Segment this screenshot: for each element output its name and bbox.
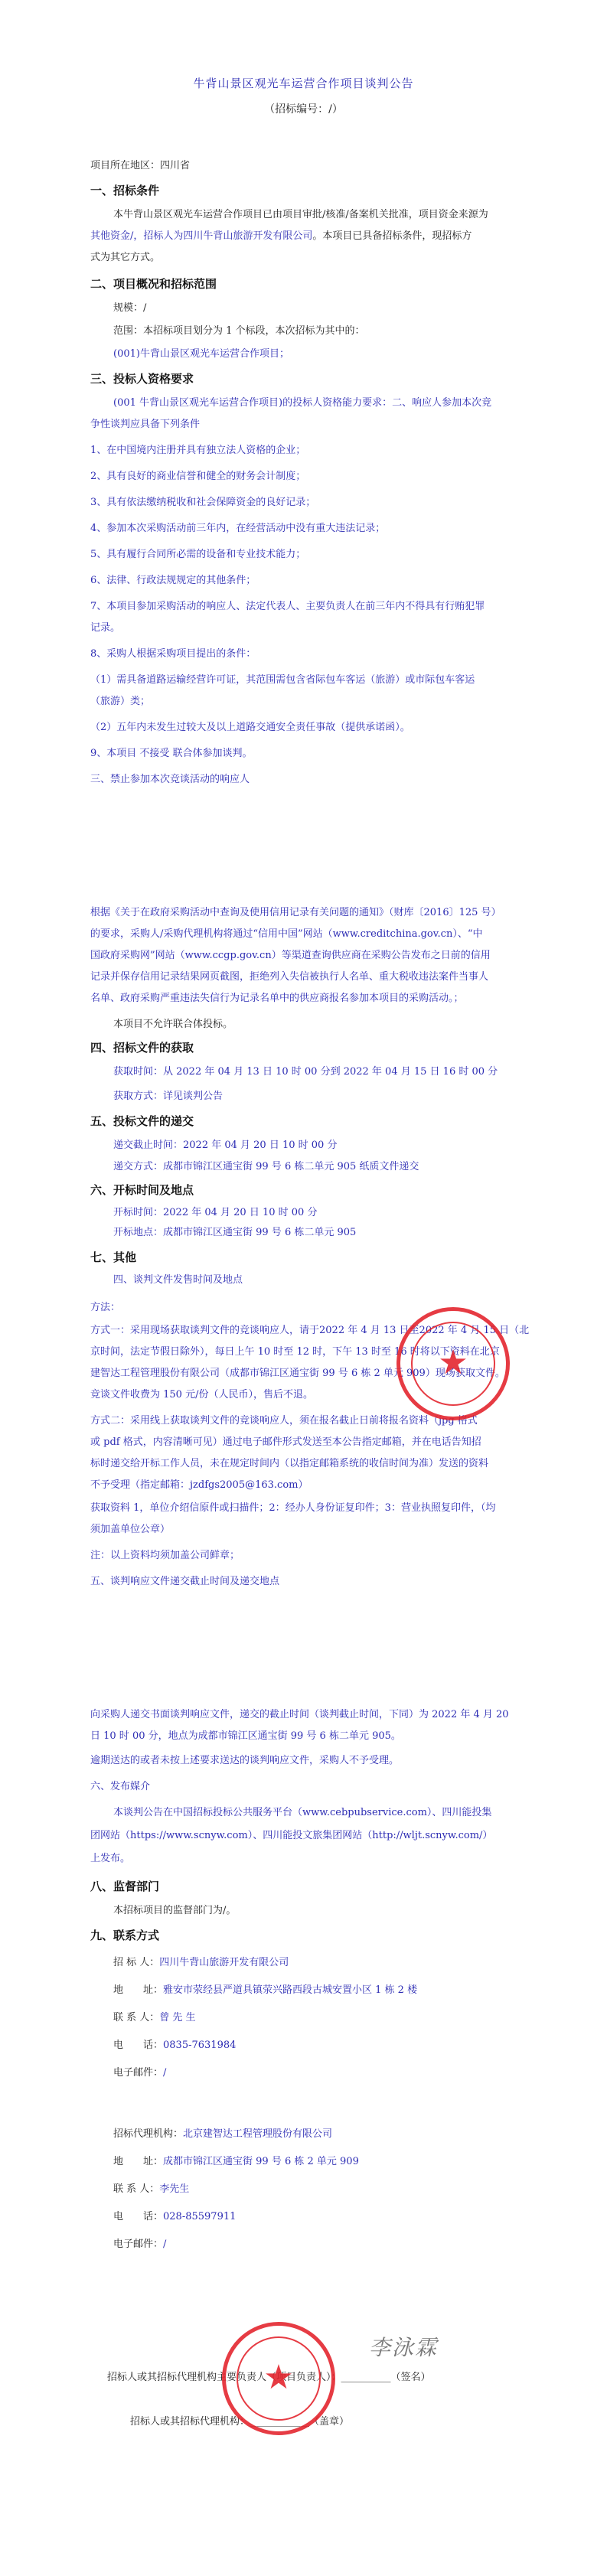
handwritten-signature: 李泳霖 — [369, 2335, 439, 2360]
agent-address-value: 成都市锦江区通宝街 99 号 6 栋 2 单元 909 — [163, 2156, 359, 2167]
address-value: 雅安市荥经县严道具镇荥兴路西段古城安置小区 1 栋 2 楼 — [163, 1984, 418, 1996]
section-9-heading: 九、联系方式 — [90, 1929, 160, 1942]
prohibited-heading: 三、禁止参加本次竞谈活动的响应人 — [90, 774, 250, 785]
qualification-item: 3、具有依法缴纳税收和社会保障资金的良好记录； — [90, 497, 316, 508]
media-line1: 本谈判公告在中国招标投标公共服务平台（www.cebpubservice.com）、四川能投集 — [113, 1807, 492, 1818]
supervision-text: 本招标项目的监督部门为/。 — [113, 1905, 237, 1916]
tenderer-name: 四川牛背山旅游开发有限公司 — [183, 230, 313, 242]
tenderer-phone-row — [113, 2039, 236, 2053]
documents-line2: 须加盖单位公章） — [90, 1524, 171, 1535]
project-range: 范围：本招标项目划分为 1 个标段，本次招标为其中的： — [113, 325, 365, 337]
agent-row — [113, 2128, 332, 2141]
section-3-heading: 三、投标人资格要求 — [90, 372, 194, 386]
method-1-line4: 竞谈文件收费为 150 元/份（人民币），售后不退。 — [90, 1389, 313, 1400]
tenderer-row — [113, 1956, 289, 1970]
qualification-item-9: 9、本项目 不接受 联合体参加谈判。 — [90, 748, 253, 759]
tenderer-label: 招 标 人： — [113, 1957, 160, 1968]
submission-deadline: 递交截止时间：2022 年 04 月 20 日 10 时 00 分 — [113, 1140, 338, 1151]
fund-source: 其他资金/，招标人为 — [90, 230, 184, 242]
method-1-line2: 京时间，法定节假日除外），每日上午 10 时至 12 时，下午 13 时至 16 时将以下资料在北京 — [90, 1346, 500, 1358]
consortium-note: 本项目不允许联合体投标。 — [113, 1019, 233, 1030]
signature-line-2: 招标人或其招标代理机构：____________（盖章） — [130, 2416, 350, 2428]
agent-email-label: 电子邮件： — [113, 2239, 164, 2250]
qualification-item-7-line2: 记录。 — [90, 622, 121, 634]
page-title: 牛背山景区观光车运营合作项目谈判公告 — [193, 77, 414, 90]
section-6-heading: 六、开标时间及地点 — [90, 1183, 194, 1197]
signature-line-1: 招标人或其招标代理机构主要负责人（项目负责人）：__________（签名） — [107, 2372, 431, 2383]
section-1-line2-tail: 。本项目已具备招标条件，现招标方 — [312, 230, 472, 242]
qualification-intro-1: (001 牛背山景区观光车运营合作项目)的投标人资格能力要求：二、响应人参加本次竞 — [113, 397, 492, 409]
opening-place: 开标地点：成都市锦江区通宝街 99 号 6 栋二单元 905 — [113, 1227, 357, 1238]
tender-number: （招标编号：/） — [264, 103, 343, 116]
deadline-heading: 五、谈判响应文件递交截止时间及递交地点 — [90, 1576, 280, 1587]
qualification-item: 4、参加本次采购活动前三年内，在经营活动中没有重大违法记录； — [90, 523, 386, 534]
company-seal-stamp — [397, 1307, 510, 1420]
media-line2: 团网站（https://www.scnyw.com）、四川能投文旅集团网站（http://wljt.scnyw.com/） — [90, 1830, 493, 1841]
agent-address-row — [113, 2155, 359, 2169]
qualification-item: 1、在中国境内注册并具有独立法人资格的企业； — [90, 445, 306, 456]
phone-label: 电 话： — [113, 2040, 164, 2051]
agent-email-row — [113, 2238, 166, 2252]
qualification-item-8-2: （2）五年内未发生过较大及以上道路交通安全责任事故（提供承诺函）。 — [90, 722, 410, 733]
agent-contact-row — [113, 2183, 189, 2196]
contact-label: 联 系 人： — [113, 2012, 160, 2023]
agent-phone-value: 028-85597911 — [163, 2211, 237, 2222]
qualification-item-8: 8、采购人根据采购项目提出的条件： — [90, 648, 256, 660]
section-1-heading: 一、招标条件 — [90, 184, 160, 197]
agent-contact-label: 联 系 人： — [113, 2183, 160, 2195]
tenderer-value: 四川牛背山旅游开发有限公司 — [159, 1957, 289, 1968]
qualification-item-7-line1: 7、本项目参加采购活动的响应人、法定代表人、主要负责人在前三年内不得具有行贿犯罪 — [90, 601, 485, 612]
credit-line-4: 记录并保存信用记录结果网页截图，拒绝列入失信被执行人名单、重大税收违法案件当事人 — [90, 971, 489, 983]
project-lot: (001)牛背山景区观光车运营合作项目； — [113, 348, 289, 360]
company-seal-stamp — [222, 2322, 335, 2435]
section-2-heading: 二、项目概况和招标范围 — [90, 277, 217, 291]
agent-contact-value: 李先生 — [159, 2183, 190, 2195]
media-line3: 上发布。 — [90, 1853, 131, 1864]
seal-note: 注：以上资料均须加盖公司鲜章； — [90, 1550, 240, 1561]
submission-place: 递交方式：成都市锦江区通宝街 99 号 6 栋二单元 905 纸质文件递交 — [113, 1161, 419, 1172]
submit-line3: 逾期送达的或者未按上述要求送达的谈判响应文件，采购人不予受理。 — [90, 1755, 400, 1766]
submit-line1: 向采购人递交书面谈判响应文件，递交的截止时间（谈判截止时间，下同）为 2022 年 4 月 20 — [90, 1709, 509, 1720]
credit-line-3: 国政府采购网”网站（www.ccgp.gov.cn）等渠道查询供应商在采购公告发布之日前的信用 — [90, 950, 491, 961]
section-1-line2 — [90, 230, 472, 243]
documents-line1: 获取资料 1，单位介绍信原件或扫描件；2：经办人身份证复印件；3：营业执照复印件，（均 — [90, 1502, 496, 1514]
email-value: / — [163, 2067, 167, 2079]
credit-line-5: 名单、政府采购严重违法失信行为记录名单中的供应商报名参加本项目的采购活动。； — [90, 993, 464, 1004]
media-heading: 六、发布媒介 — [90, 1781, 151, 1792]
seal-star-icon: ★ — [263, 2358, 294, 2397]
tenderer-address-row — [113, 1984, 417, 1997]
method-2-line1: 方式二：采用线上获取谈判文件的竞谈响应人，须在报名截止日前将报名资料（jpg 格式 — [90, 1415, 478, 1427]
qualification-item: 2、具有良好的商业信誉和健全的财务会计制度； — [90, 471, 306, 482]
tenderer-contact-row — [113, 2011, 196, 2025]
submit-line2: 日 10 时 00 分，地点为成都市锦江区通宝街 99 号 6 栋二单元 905。 — [90, 1730, 401, 1742]
method-2-line3: 标时递交给开标工作人员，未在规定时间内（以指定邮箱系统的收信时间为准）发送的资料 — [90, 1458, 489, 1469]
qualification-item-8-1-line1: （1）需具备道路运输经营许可证，其范围需包含省际包车客运（旅游）或市际包车客运 — [90, 674, 475, 686]
agent-phone-label: 电 话： — [113, 2211, 164, 2222]
project-scale: 规模：/ — [113, 302, 147, 314]
section-1-line3: 式为其它方式。 — [90, 252, 161, 263]
section-4-heading: 四、招标文件的获取 — [90, 1041, 194, 1055]
qualification-item-8-1-line2: （旅游）类； — [90, 696, 151, 707]
opening-time: 开标时间：2022 年 04 月 20 日 10 时 00 分 — [113, 1207, 318, 1218]
agent-email-value: / — [163, 2239, 167, 2250]
section-5-heading: 五、投标文件的递交 — [90, 1114, 194, 1128]
qualification-intro-2: 争性谈判应具备下列条件 — [90, 419, 201, 430]
email-label: 电子邮件： — [113, 2067, 164, 2079]
address-label: 地 址： — [113, 1984, 164, 1996]
sale-heading: 四、谈判文件发售时间及地点 — [113, 1274, 243, 1286]
agent-address-label: 地 址： — [113, 2156, 164, 2167]
section-1-line1: 本牛背山景区观光车运营合作项目已由项目审批/核准/备案机关批准，项目资金来源为 — [113, 209, 488, 220]
qualification-item: 6、法律、行政法规规定的其他条件； — [90, 575, 256, 586]
acquire-method: 获取方式：详见谈判公告 — [113, 1091, 224, 1102]
method-label: 方法： — [90, 1302, 121, 1313]
method-2-line4: 不予受理（指定邮箱：jzdfgs2005@163.com） — [90, 1479, 308, 1491]
agent-value: 北京建智达工程管理股份有限公司 — [183, 2128, 333, 2140]
contact-value: 曾 先 生 — [159, 2012, 196, 2023]
tenderer-email-row — [113, 2066, 166, 2080]
credit-line-1: 根据《关于在政府采购活动中查询及使用信用记录有关问题的通知》（财库〔2016〕125 号） — [90, 907, 501, 918]
agent-phone-row — [113, 2210, 236, 2224]
method-1-line3: 建智达工程管理股份有限公司（成都市锦江区通宝街 99 号 6 栋 2 单元 909）现场获取文件。 — [90, 1368, 505, 1379]
agent-label: 招标代理机构： — [113, 2128, 184, 2140]
seal-star-icon: ★ — [438, 1343, 468, 1382]
acquire-time: 获取时间：从 2022 年 04 月 13 日 10 时 00 分到 2022 年 04 月 15 日 16 时 00 分 — [113, 1066, 498, 1078]
qualification-item: 5、具有履行合同所必需的设备和专业技术能力； — [90, 549, 306, 560]
section-7-heading: 七、其他 — [90, 1251, 137, 1264]
phone-value: 0835-7631984 — [163, 2040, 237, 2051]
project-location: 项目所在地区：四川省 — [90, 160, 191, 171]
credit-line-2: 的要求，采购人/采购代理机构将通过“信用中国”网站（www.creditchina.gov.cn）、“中 — [90, 928, 483, 940]
section-8-heading: 八、监督部门 — [90, 1880, 160, 1893]
method-1-line1: 方式一：采用现场获取谈判文件的竞谈响应人，请于2022 年 4 月 13 日至2022 年 4 月 15 日（北 — [90, 1325, 530, 1336]
method-2-line2: 或 pdf 格式，内容清晰可见）通过电子邮件形式发送至本公告指定邮箱，并在电话告知招 — [90, 1436, 481, 1448]
